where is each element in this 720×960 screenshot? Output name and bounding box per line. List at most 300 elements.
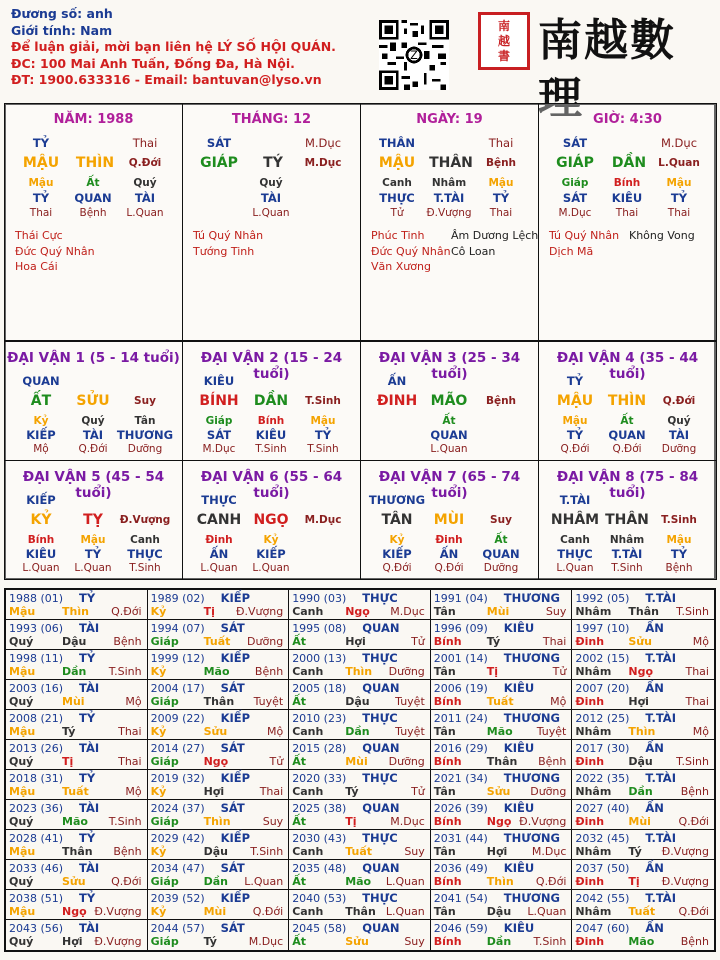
year-label: 1991 (04) <box>433 592 488 605</box>
hidden-phase: T.Sinh <box>129 562 161 574</box>
hidden-god: TỶ <box>84 547 102 561</box>
year-chi: Dậu <box>486 905 512 918</box>
year-can: Mậu <box>9 905 36 918</box>
pillar-main-god: SÁT <box>206 136 232 150</box>
year-god: QUAN <box>362 741 400 755</box>
luck-period-title: ĐẠI VẬN 2 (15 - 24 tuổi) <box>200 350 343 382</box>
year-phase: Mộ <box>692 635 709 648</box>
luck-phase: T.Sinh <box>661 514 697 526</box>
hidden-god: TÀI <box>668 428 690 442</box>
year-can: Đinh <box>575 635 605 648</box>
year-label: 2027 (40) <box>575 802 630 815</box>
year-god: KIẾP <box>220 831 251 845</box>
pillar-chi-phase: Bệnh <box>485 157 517 169</box>
year-phase: Mộ <box>692 725 709 738</box>
year-god: KIÊU <box>503 741 535 755</box>
year-phase: Thai <box>259 785 284 798</box>
year-god: KIẾP <box>220 651 251 665</box>
year-cell <box>572 890 714 919</box>
year-can: Canh <box>292 725 324 738</box>
hidden-god: TỶ <box>32 191 50 205</box>
star-row <box>15 228 95 244</box>
star-right: Cô Loan <box>451 244 496 258</box>
hidden-stem: Mậu <box>310 415 336 427</box>
year-chi: Tị <box>203 605 215 618</box>
year-label: 2038 (51) <box>9 892 64 905</box>
year-label: 2037 (50) <box>575 862 630 875</box>
year-can: Nhâm <box>575 785 612 798</box>
hidden-phase: L.Quan <box>200 562 238 574</box>
luck-chi: THÌN <box>607 393 647 409</box>
year-god: THỰC <box>362 831 398 845</box>
year-phase: Q.Đới <box>535 875 567 888</box>
year-chi: Thân <box>203 695 235 708</box>
hidden-god: THỰC <box>379 191 415 205</box>
year-phase: M.Dục <box>390 605 425 618</box>
year-can: Quý <box>9 815 34 828</box>
luck-main-god: ẤN <box>387 374 407 388</box>
year-cell <box>572 740 714 769</box>
year-phase: L.Quan <box>244 875 284 888</box>
year-can: Nhâm <box>575 905 612 918</box>
year-phase: L.Quan <box>385 875 425 888</box>
pillar-chi: THÌN <box>75 155 115 171</box>
year-chi: Tuất <box>486 695 514 708</box>
year-cell <box>148 680 290 709</box>
year-god: KIÊU <box>503 681 535 695</box>
year-phase: Đ.Vượng <box>661 845 709 858</box>
year-cell <box>148 590 290 619</box>
luck-period-cell <box>182 460 361 580</box>
year-cell <box>431 770 573 799</box>
year-label: 1994 (07) <box>150 622 205 635</box>
pillar-stars <box>371 228 538 275</box>
year-label: 2031 (44) <box>433 832 488 845</box>
year-god: SÁT <box>220 801 245 815</box>
year-can: Kỷ <box>150 905 167 918</box>
luck-main-god: THỰC <box>201 493 237 507</box>
year-label: 2042 (55) <box>575 892 630 905</box>
year-cell <box>572 830 714 859</box>
year-chi: Dần <box>345 725 370 738</box>
pillar-chi-phase: L.Quan <box>658 157 700 169</box>
year-label: 2003 (16) <box>9 682 64 695</box>
hidden-god: KIẾP <box>26 428 56 442</box>
luck-can: ẤT <box>30 393 52 409</box>
year-god: TÀI <box>79 681 100 695</box>
luck-phase: Suy <box>490 514 512 526</box>
year-cell <box>572 710 714 739</box>
hidden-stem: Bính <box>27 534 55 546</box>
table-row <box>6 920 714 950</box>
table-row <box>6 800 714 830</box>
year-can: Tân <box>433 665 456 678</box>
year-phase: T.Sinh <box>533 935 567 948</box>
year-phase: Q.Đới <box>111 605 142 618</box>
year-phase: Đ.Vượng <box>94 935 142 948</box>
table-row <box>6 680 714 710</box>
year-label: 2012 (25) <box>575 712 630 725</box>
year-chi: Thìn <box>486 875 514 888</box>
year-cell <box>6 830 148 859</box>
year-chi: Mão <box>203 665 230 678</box>
year-phase: Q.Đới <box>678 815 709 828</box>
year-can: Bính <box>433 695 462 708</box>
year-chi: Thân <box>486 755 518 768</box>
year-god: T.TÀI <box>645 831 676 845</box>
hidden-god: TỶ <box>566 428 584 442</box>
year-cell <box>431 710 573 739</box>
luck-phase: Bệnh <box>485 395 517 407</box>
year-chi: Tuất <box>203 635 231 648</box>
year-phase: T.Sinh <box>108 815 142 828</box>
luck-main-god: THƯƠNG <box>368 493 426 507</box>
year-cell <box>431 890 573 919</box>
year-cell <box>6 590 148 619</box>
year-chi: Thân <box>628 605 659 618</box>
year-phase: Bệnh <box>113 845 142 858</box>
year-label: 2029 (42) <box>150 832 205 845</box>
year-god: KIÊU <box>503 801 535 815</box>
year-can: Giáp <box>150 755 179 768</box>
luck-chi: NGỌ <box>253 512 289 528</box>
hidden-phase: Q.Đới <box>434 562 464 574</box>
year-chi: Tý <box>486 635 501 648</box>
year-phase: T.Sinh <box>676 755 709 768</box>
luck-period-title: ĐẠI VẬN 8 (75 - 84 tuổi) <box>556 469 699 501</box>
year-phase: T.Sinh <box>250 845 284 858</box>
star-row <box>193 228 273 244</box>
hidden-phase: Q.Đới <box>560 443 590 455</box>
year-chi: Dậu <box>628 755 653 768</box>
year-can: Ất <box>292 815 306 828</box>
year-god: T.TÀI <box>645 771 676 785</box>
star-row <box>193 244 273 260</box>
year-chi: Tị <box>345 815 357 828</box>
star-row <box>371 259 538 275</box>
pillar-chi: THÂN <box>429 155 473 171</box>
year-can: Ất <box>292 695 306 708</box>
year-cell <box>289 830 431 859</box>
pillar-cell <box>182 103 361 341</box>
hidden-god: KIÊU <box>255 428 287 442</box>
hidden-stem: Kỷ <box>389 534 405 546</box>
year-god: ẤN <box>645 681 664 695</box>
year-phase: Q.Đới <box>111 875 142 888</box>
year-label: 2015 (28) <box>292 742 347 755</box>
year-phase: Dưỡng <box>388 755 425 768</box>
year-phase: Bệnh <box>254 665 284 678</box>
luck-period-title: ĐẠI VẬN 7 (65 - 74 tuổi) <box>378 469 521 501</box>
hidden-stem: Quý <box>81 415 105 427</box>
table-row <box>6 740 714 770</box>
year-god: KIẾP <box>220 711 251 725</box>
year-phase: Mộ <box>266 725 284 738</box>
chart-grid <box>4 103 716 580</box>
table-row <box>6 830 714 860</box>
year-god: ẤN <box>645 741 664 755</box>
year-label: 2016 (29) <box>433 742 488 755</box>
year-label: 2005 (18) <box>292 682 347 695</box>
year-god: SÁT <box>220 681 245 695</box>
year-label: 1992 (05) <box>575 592 630 605</box>
year-can: Kỷ <box>150 665 167 678</box>
luck-period-cell <box>182 341 361 461</box>
year-phase: Bệnh <box>680 935 709 948</box>
year-chi: Ngọ <box>345 605 370 618</box>
year-label: 1989 (02) <box>150 592 205 605</box>
year-god: THƯƠNG <box>503 711 560 725</box>
luck-chi: TỴ <box>83 512 103 528</box>
star-row <box>549 244 695 260</box>
hidden-god: T.TÀI <box>433 191 465 205</box>
hidden-stem: Ất <box>620 415 634 427</box>
luck-period-title: ĐẠI VẬN 1 (5 - 14 tuổi) <box>7 350 180 366</box>
star-right: Âm Dương Lệch <box>451 229 539 242</box>
svg-text:Z: Z <box>410 48 418 62</box>
luck-period-cell <box>538 460 717 580</box>
luck-period-title: ĐẠI VẬN 6 (55 - 64 tuổi) <box>200 469 343 501</box>
hidden-phase: M.Dục <box>202 443 236 455</box>
year-cell <box>6 680 148 709</box>
year-phase: Bệnh <box>680 785 709 798</box>
hidden-god: TỶ <box>670 191 688 205</box>
hidden-phase: L.Quan <box>556 562 594 574</box>
year-god: TÀI <box>79 741 100 755</box>
qr-code[interactable] <box>379 20 449 90</box>
logo-text: 南越數理 <box>538 15 676 124</box>
contact-phone-email: ĐT: 1900.633316 - Email: bantuvan@lyso.vn <box>11 72 322 88</box>
year-label: 2025 (38) <box>292 802 347 815</box>
year-god: KIÊU <box>503 861 535 875</box>
year-chi: Tuất <box>628 905 656 918</box>
hidden-god: SÁT <box>206 428 232 442</box>
pillar-cell <box>538 103 717 341</box>
year-phase: Tuyệt <box>395 725 425 738</box>
year-cell <box>289 860 431 889</box>
year-can: Tân <box>433 785 456 798</box>
year-chi: Thìn <box>628 725 656 738</box>
pillar-can-phase: M.Dục <box>304 136 342 150</box>
year-label: 2013 (26) <box>9 742 64 755</box>
year-chi: Thân <box>345 905 376 918</box>
year-cell <box>148 860 290 889</box>
year-label: 1996 (09) <box>433 622 488 635</box>
hidden-stem: Tân <box>134 415 156 427</box>
year-cell <box>148 740 290 769</box>
hidden-stem: Canh <box>382 177 412 189</box>
year-phase: L.Quan <box>385 905 425 918</box>
year-label: 2004 (17) <box>150 682 205 695</box>
year-chi: Mùi <box>345 755 368 768</box>
year-chi: Mùi <box>203 905 227 918</box>
hidden-god: TÀI <box>82 428 104 442</box>
year-can: Canh <box>292 785 324 798</box>
hidden-stem: Ất <box>86 177 100 189</box>
luck-main-god: KIÊU <box>203 374 235 388</box>
year-can: Đinh <box>575 755 605 768</box>
year-label: 2002 (15) <box>575 652 630 665</box>
year-cell <box>148 800 290 829</box>
star-left: Tú Quý Nhân <box>193 229 264 242</box>
luck-phase: M.Dục <box>304 514 342 526</box>
year-can: Đinh <box>575 815 605 828</box>
year-phase: Thai <box>685 665 709 678</box>
year-phase: Bệnh <box>113 635 142 648</box>
hidden-phase: T.Sinh <box>307 443 339 455</box>
pillar-chi-phase: M.Dục <box>304 157 342 169</box>
year-label: 2044 (57) <box>150 922 205 935</box>
year-can: Nhâm <box>575 665 612 678</box>
year-god: TỶ <box>79 651 96 665</box>
hidden-phase: T.Sinh <box>611 562 643 574</box>
hidden-god: ẤN <box>439 547 459 561</box>
table-row <box>6 770 714 800</box>
year-can: Bính <box>433 935 462 948</box>
year-chi: Mão <box>62 815 88 828</box>
year-cell <box>6 650 148 679</box>
year-can: Giáp <box>150 695 179 708</box>
year-phase: Thai <box>542 635 567 648</box>
hidden-stem: Kỷ <box>33 415 49 427</box>
year-can: Giáp <box>150 935 179 948</box>
pillar-stars <box>15 228 95 275</box>
year-can: Tân <box>433 905 456 918</box>
year-chi: Tý <box>62 725 76 738</box>
year-cell <box>289 890 431 919</box>
pillar-can-phase: Thai <box>488 136 514 150</box>
year-cell <box>289 590 431 619</box>
table-row <box>6 710 714 740</box>
year-god: SÁT <box>220 621 245 635</box>
year-label: 2014 (27) <box>150 742 205 755</box>
year-cell <box>289 770 431 799</box>
year-cell <box>572 920 714 950</box>
hidden-god: TỶ <box>492 191 510 205</box>
year-god: ẤN <box>645 921 664 935</box>
star-right: Không Vong <box>629 229 695 242</box>
hidden-phase: Bệnh <box>79 207 107 219</box>
luck-can: TÂN <box>381 512 413 528</box>
year-chi: Sửu <box>203 725 228 738</box>
year-god: TÀI <box>79 621 100 635</box>
year-label: 1993 (06) <box>9 622 64 635</box>
year-can: Mậu <box>9 605 36 618</box>
year-phase: Mộ <box>125 695 142 708</box>
hidden-god: TÀI <box>260 191 282 205</box>
year-can: Quý <box>9 695 34 708</box>
hidden-stem: Quý <box>667 415 691 427</box>
year-can: Quý <box>9 755 34 768</box>
year-label: 2017 (30) <box>575 742 630 755</box>
year-label: 2009 (22) <box>150 712 205 725</box>
year-god: ẤN <box>645 861 664 875</box>
year-chi: Hợi <box>203 785 225 798</box>
year-cell <box>431 650 573 679</box>
year-phase: Suy <box>404 845 425 858</box>
year-can: Bính <box>433 815 462 828</box>
year-label: 2006 (19) <box>433 682 488 695</box>
year-label: 2018 (31) <box>9 772 64 785</box>
year-can: Kỷ <box>150 725 167 738</box>
table-row <box>6 890 714 920</box>
year-god: THƯƠNG <box>503 591 560 605</box>
year-can: Mậu <box>9 665 36 678</box>
year-phase: M.Dục <box>248 935 284 948</box>
hidden-phase: Đ.Vượng <box>426 207 472 219</box>
year-label: 2021 (34) <box>433 772 488 785</box>
hidden-phase: Dưỡng <box>483 562 519 574</box>
hidden-phase: Q.Đới <box>382 562 412 574</box>
year-cell <box>6 860 148 889</box>
year-can: Tân <box>433 725 456 738</box>
year-can: Kỷ <box>150 605 167 618</box>
year-chi: Tuất <box>345 845 372 858</box>
hidden-god: QUAN <box>74 191 112 205</box>
hidden-god: SÁT <box>562 191 588 205</box>
pillar-can-phase: Thai <box>132 136 158 150</box>
luck-period-cell <box>360 460 539 580</box>
year-cell <box>572 770 714 799</box>
year-chi: Dần <box>62 665 87 678</box>
year-phase: T.Sinh <box>676 605 709 618</box>
year-label: 2007 (20) <box>575 682 630 695</box>
hidden-god: QUAN <box>482 547 520 561</box>
hidden-stem: Nhâm <box>609 534 645 546</box>
owner-info <box>11 6 336 89</box>
year-phase: Tuyệt <box>395 695 425 708</box>
year-cell <box>431 800 573 829</box>
luck-main-god: KIẾP <box>26 493 56 507</box>
year-chi: Mão <box>486 725 513 738</box>
year-phase: Tuyệt <box>536 725 567 738</box>
hidden-stem: Mậu <box>80 534 106 546</box>
year-chi: Sửu <box>345 935 369 948</box>
year-can: Kỷ <box>150 845 167 858</box>
year-can: Ất <box>292 875 306 888</box>
star-left: Đức Quý Nhân <box>371 244 451 258</box>
star-row <box>371 228 538 244</box>
hidden-phase: Tử <box>390 207 404 219</box>
year-cell <box>431 680 573 709</box>
hidden-stem: Mậu <box>562 415 588 427</box>
year-cell <box>431 920 573 950</box>
hidden-phase: Mộ <box>33 443 49 455</box>
star-row <box>371 244 538 260</box>
year-god: THƯƠNG <box>503 771 560 785</box>
year-chi: Mùi <box>486 605 510 618</box>
year-god: T.TÀI <box>645 651 676 665</box>
star-left: Hoa Cái <box>15 260 58 273</box>
pillar-chi: TÝ <box>263 155 283 171</box>
pillar-can: GIÁP <box>200 155 238 171</box>
hidden-stem: Canh <box>560 534 590 546</box>
hidden-god: THƯƠNG <box>116 428 174 442</box>
hidden-phase: L.Quan <box>252 562 290 574</box>
seal-stamp: 南 越 書 <box>478 12 530 70</box>
year-god: QUAN <box>362 861 400 875</box>
year-chi: Tý <box>345 785 359 798</box>
year-label: 2041 (54) <box>433 892 488 905</box>
year-can: Mậu <box>9 845 36 858</box>
year-phase: Thai <box>685 695 709 708</box>
hidden-god: KIÊU <box>25 547 57 561</box>
luck-phase: T.Sinh <box>305 395 341 407</box>
year-chi: Dần <box>628 785 653 798</box>
star-left: Đức Quý Nhân <box>15 244 95 258</box>
year-phase: Đ.Vượng <box>235 605 284 618</box>
year-god: TÀI <box>79 921 100 935</box>
